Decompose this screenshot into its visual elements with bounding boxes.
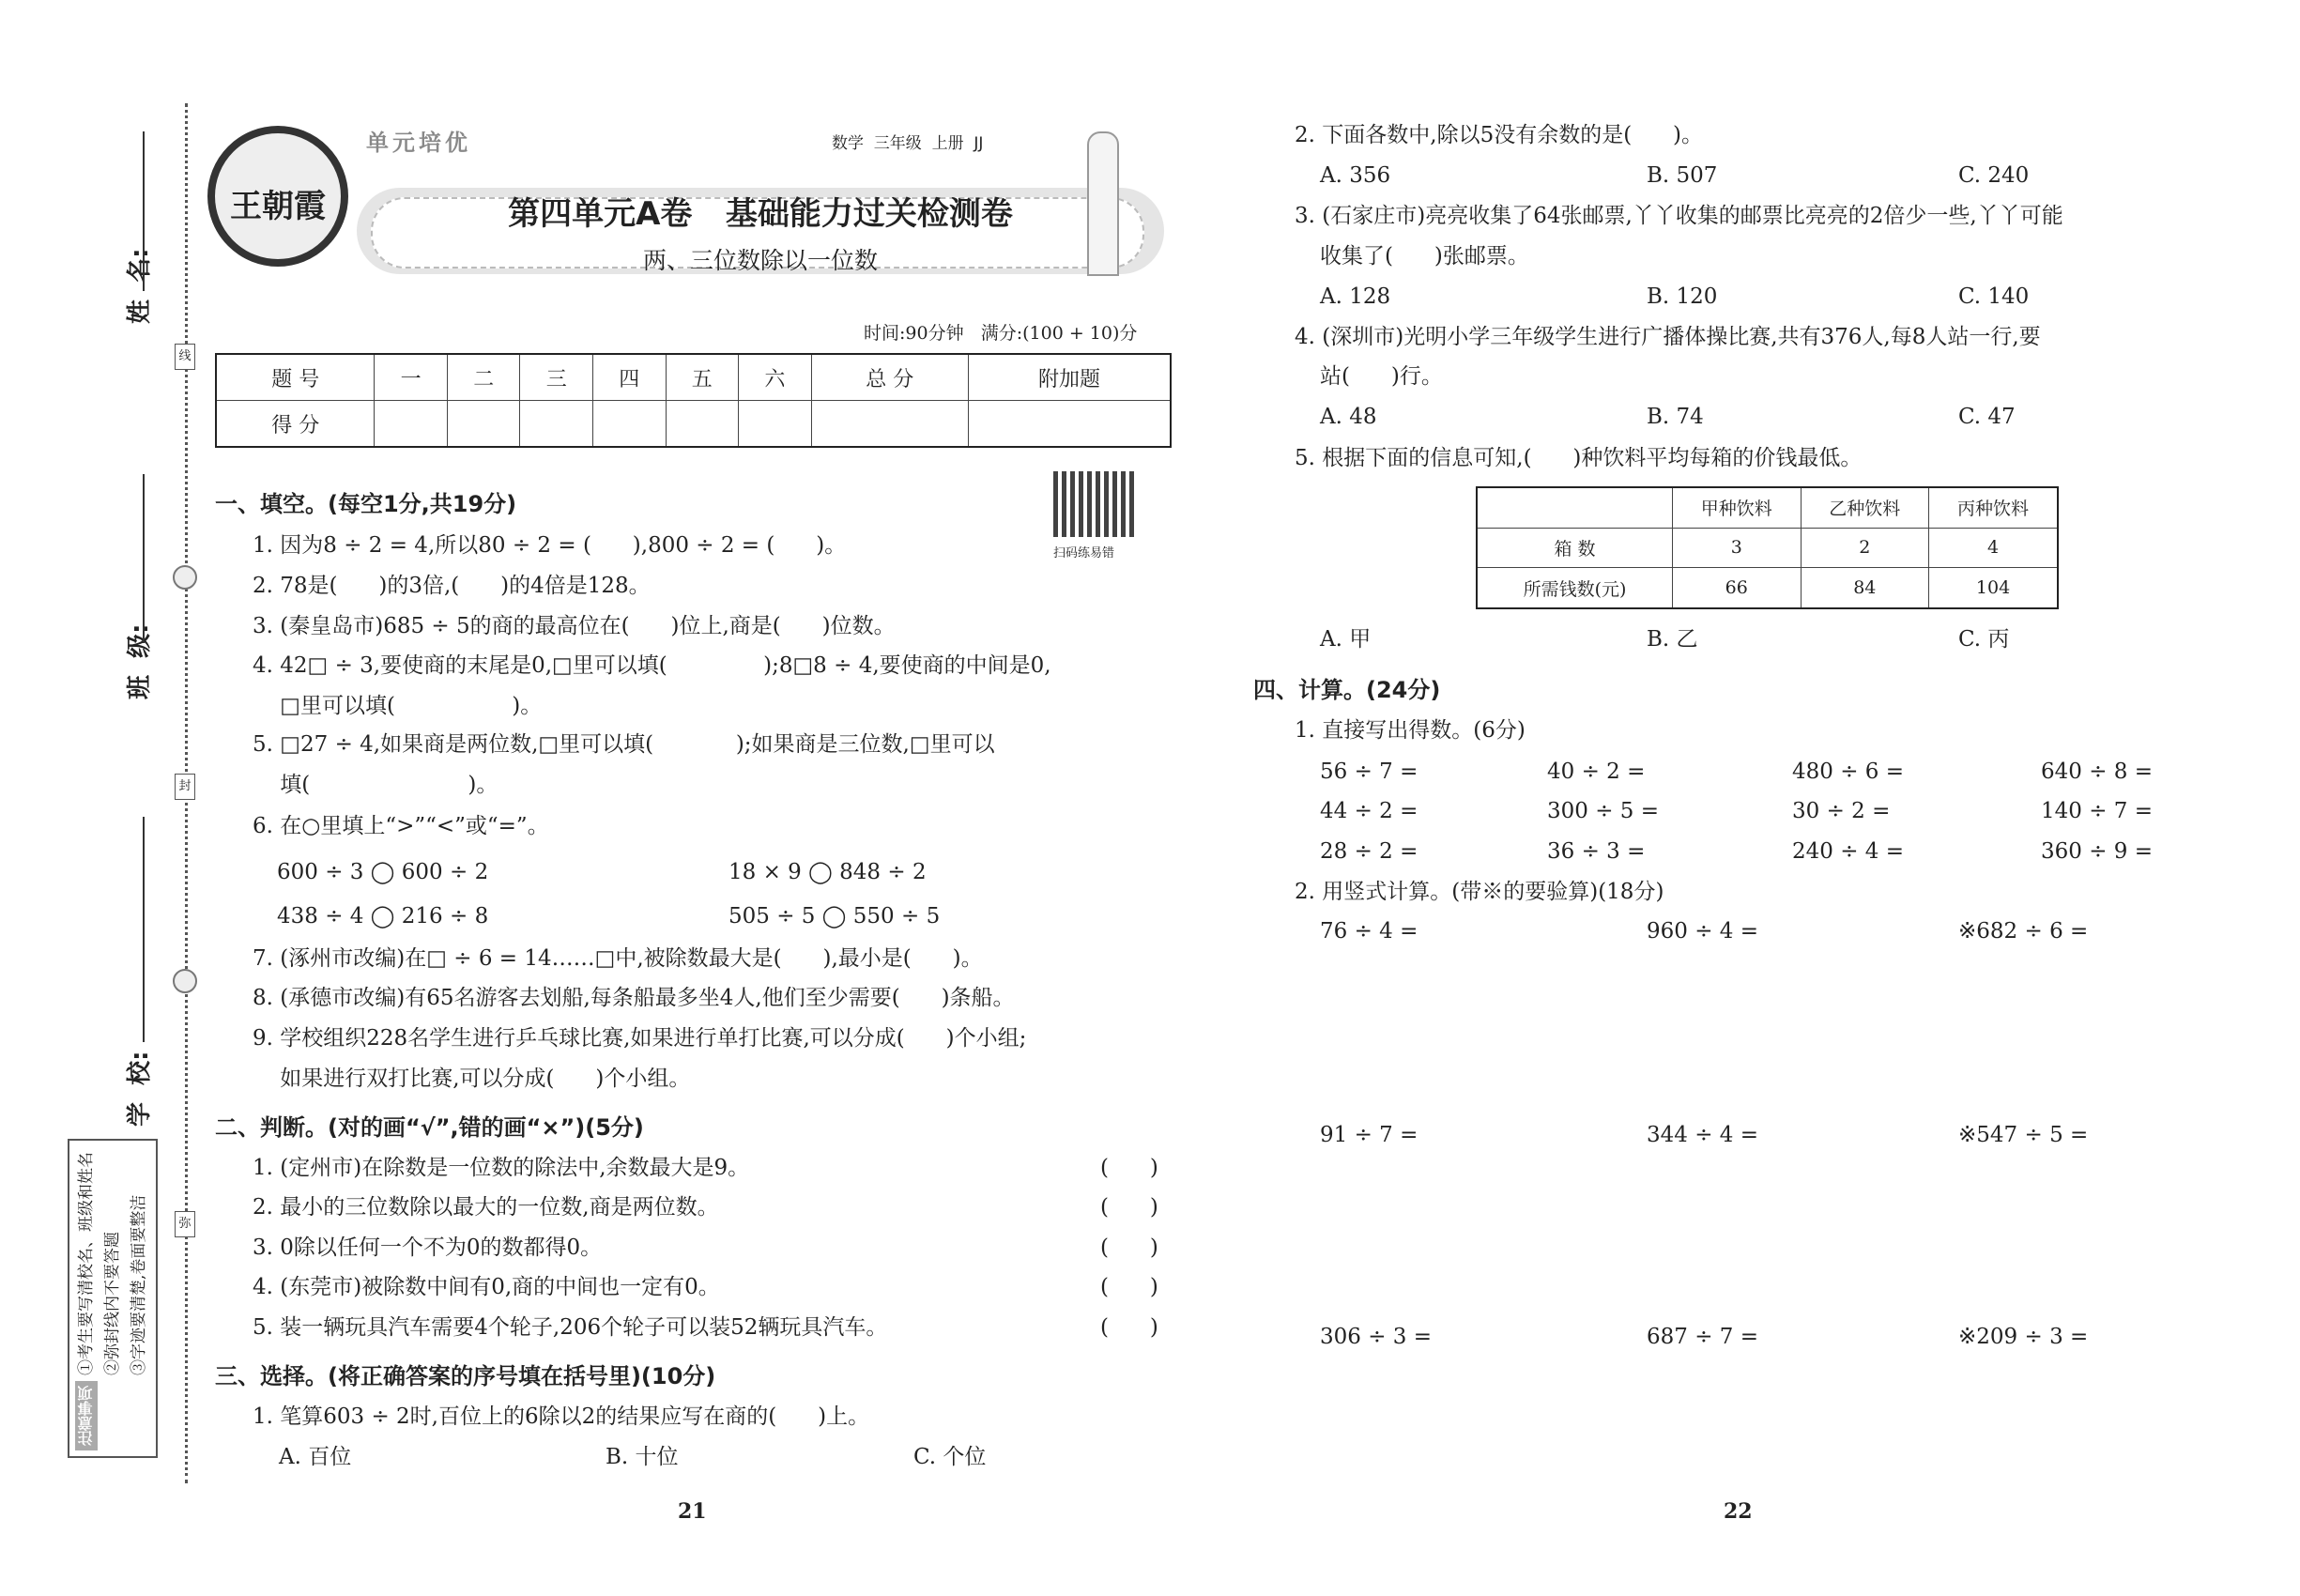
judge-item: 1. (定州市)在除数是一位数的除法中,余数最大是9。	[253, 1156, 750, 1180]
question: 2. 78是( )的3倍,( )的4倍是128。	[253, 574, 651, 598]
judge-item: 5. 装一辆玩具汽车需要4个轮子,206个轮子可以装52辆玩具汽车。	[253, 1315, 888, 1340]
question: 8. (承德市改编)有65名游客去划船,每条船最多坐4人,他们至少需要( )条船。	[253, 986, 1015, 1010]
binding-hole-icon	[173, 565, 197, 590]
table-row	[216, 401, 1171, 448]
name-field[interactable]	[143, 131, 145, 291]
score-table	[215, 353, 1172, 448]
section-title: 四、计算。(24分)	[1253, 677, 1441, 703]
score-cell[interactable]	[520, 401, 593, 448]
option: B. 120	[1647, 284, 1718, 309]
compare-item: 18 × 9 ◯ 848 ÷ 2	[728, 860, 927, 884]
table-cell: 所需钱数(元)	[1477, 568, 1673, 608]
table-row	[216, 354, 1171, 401]
oral-calc: 30 ÷ 2 =	[1792, 799, 1891, 823]
qr-code[interactable]	[1053, 471, 1134, 537]
option: A. 百位	[279, 1445, 352, 1469]
table-header	[1477, 487, 1673, 528]
lighthouse-icon	[1087, 131, 1119, 276]
table-cell: 箱 数	[1477, 528, 1673, 568]
vertical-calc: ※547 ÷ 5 =	[1958, 1123, 2089, 1147]
drink-table	[1476, 486, 2059, 609]
vertical-calc: 960 ÷ 4 =	[1647, 919, 1759, 944]
score-cell[interactable]	[739, 401, 812, 448]
table-header: 三	[520, 354, 593, 401]
vertical-calc: ※209 ÷ 3 =	[1958, 1325, 2089, 1349]
question: 填( )。	[253, 773, 498, 797]
oral-calc: 480 ÷ 6 =	[1792, 760, 1905, 784]
answer-paren[interactable]: ( )	[1100, 1315, 1158, 1340]
question-cont: 收集了( )张邮票。	[1320, 244, 1529, 269]
school-field[interactable]	[143, 817, 145, 1042]
table-header: 四	[593, 354, 667, 401]
question: 1. 因为8 ÷ 2 = 4,所以80 ÷ 2 = ( ),800 ÷ 2 = ( )。	[253, 533, 847, 558]
option: C. 240	[1958, 163, 2030, 188]
oral-calc: 640 ÷ 8 =	[2041, 760, 2154, 784]
oral-calc: 300 ÷ 5 =	[1547, 799, 1660, 823]
table-header: 甲种饮料	[1673, 487, 1802, 528]
page-number: 21	[678, 1499, 707, 1524]
question: □里可以填( )。	[253, 694, 543, 718]
question: 9. 学校组织228名学生进行乒乓球比赛,如果进行单打比赛,可以分成( )个小组;	[253, 1026, 1027, 1051]
answer-paren[interactable]: ( )	[1100, 1275, 1158, 1299]
subsection-title: 2. 用竖式计算。(带※的要验算)(18分)	[1295, 880, 1664, 904]
class-field[interactable]	[143, 474, 145, 643]
judge-item: 4. (东莞市)被除数中间有0,商的中间也一定有0。	[253, 1275, 720, 1299]
bind-mark: 封	[175, 774, 195, 800]
vertical-calc: 687 ÷ 7 =	[1647, 1325, 1759, 1349]
question: 2. 下面各数中,除以5没有余数的是( )。	[1295, 123, 1704, 147]
page-title: 第四单元A卷 基础能力过关检测卷	[508, 195, 1013, 233]
score-cell[interactable]	[593, 401, 667, 448]
vertical-calc: 306 ÷ 3 =	[1320, 1325, 1433, 1349]
notice-item: ②弥封线内不要答题	[103, 1232, 122, 1375]
qr-label: 扫码练易错	[1053, 546, 1115, 560]
option: B. 十位	[606, 1445, 679, 1469]
compare-item: 505 ÷ 5 ◯ 550 ÷ 5	[728, 904, 941, 928]
question: 1. 笔算603 ÷ 2时,百位上的6除以2的结果应写在商的( )上。	[253, 1404, 870, 1429]
oral-calc: 360 ÷ 9 =	[2041, 839, 2154, 864]
table-cell: 84	[1801, 568, 1929, 608]
answer-paren[interactable]: ( )	[1100, 1195, 1158, 1220]
vertical-calc: 91 ÷ 7 =	[1320, 1123, 1418, 1147]
option: A. 356	[1320, 163, 1391, 188]
section-title: 三、选择。(将正确答案的序号填在括号里)(10分)	[215, 1363, 716, 1389]
table-header: 题 号	[216, 354, 375, 401]
section-title: 二、判断。(对的画“√”,错的画“×”)(5分)	[215, 1114, 644, 1141]
option: A. 甲	[1320, 627, 1372, 652]
oral-calc: 28 ÷ 2 =	[1320, 839, 1418, 864]
name-label: 姓 名:	[126, 248, 154, 324]
oral-calc: 140 ÷ 7 =	[2041, 799, 2154, 823]
question: 6. 在○里填上“>”“<”或“=”。	[253, 814, 549, 838]
time-info: 时间:90分钟 满分:(100 + 10)分	[864, 323, 1138, 344]
page-number: 22	[1724, 1499, 1753, 1524]
option: A. 48	[1320, 405, 1377, 429]
score-cell[interactable]	[447, 401, 520, 448]
table-header: 二	[447, 354, 520, 401]
score-cell[interactable]	[666, 401, 739, 448]
binding-hole-icon	[173, 969, 197, 993]
book-meta: 数学 三年级 上册 JJ	[832, 134, 984, 153]
subsection-title: 1. 直接写出得数。(6分)	[1295, 718, 1526, 743]
option: C. 140	[1958, 284, 2030, 309]
option: C. 个位	[913, 1445, 987, 1469]
oral-calc: 36 ÷ 3 =	[1547, 839, 1646, 864]
option: C. 丙	[1958, 627, 2010, 652]
score-cell[interactable]	[811, 401, 968, 448]
notice-box	[68, 1139, 158, 1458]
notice-item: ①考生要写清校名、班级和姓名	[77, 1152, 96, 1375]
notice-tag: 注意事项	[75, 1381, 98, 1450]
question: 3. (石家庄市)亮亮收集了64张邮票,丫丫收集的邮票比亮亮的2倍少一些,丫丫可能	[1295, 204, 2063, 228]
oral-calc: 44 ÷ 2 =	[1320, 799, 1418, 823]
option: B. 乙	[1647, 627, 1698, 652]
compare-item: 600 ÷ 3 ◯ 600 ÷ 2	[277, 860, 489, 884]
oral-calc: 240 ÷ 4 =	[1792, 839, 1905, 864]
table-row	[1477, 528, 2058, 568]
section-title: 一、填空。(每空1分,共19分)	[215, 491, 517, 517]
table-header: 丙种饮料	[1929, 487, 2058, 528]
table-row	[1477, 568, 2058, 608]
vertical-calc: 344 ÷ 4 =	[1647, 1123, 1759, 1147]
table-header: 附加题	[968, 354, 1171, 401]
question: 3. (秦皇岛市)685 ÷ 5的商的最高位在( )位上,商是( )位数。	[253, 614, 896, 638]
table-cell: 4	[1929, 528, 2058, 568]
answer-paren[interactable]: ( )	[1100, 1156, 1158, 1180]
series-brand: 单元培优	[366, 130, 471, 156]
table-cell: 3	[1673, 528, 1802, 568]
question: 7. (涿州市改编)在□ ÷ 6 = 14……□中,被除数最大是( ),最小是( )。	[253, 946, 983, 971]
vertical-calc: ※682 ÷ 6 =	[1958, 919, 2089, 944]
question: 5. 根据下面的信息可知,( )种饮料平均每箱的价钱最低。	[1295, 446, 1863, 470]
judge-item: 2. 最小的三位数除以最大的一位数,商是两位数。	[253, 1195, 719, 1220]
option: B. 507	[1647, 163, 1718, 188]
table-cell: 104	[1929, 568, 2058, 608]
question: 如果进行双打比赛,可以分成( )个小组。	[253, 1067, 691, 1091]
publisher-logo: 王朝霞	[207, 126, 348, 267]
judge-item: 3. 0除以任何一个不为0的数都得0。	[253, 1235, 603, 1260]
table-header: 总 分	[811, 354, 968, 401]
question: 4. 42□ ÷ 3,要使商的末尾是0,□里可以填( );8□8 ÷ 4,要使商的中间是0,	[253, 653, 1051, 678]
page-subtitle: 两、三位数除以一位数	[642, 247, 878, 274]
vertical-calc: 76 ÷ 4 =	[1320, 919, 1418, 944]
table-header: 五	[666, 354, 739, 401]
table-cell: 2	[1801, 528, 1929, 568]
oral-calc: 56 ÷ 7 =	[1320, 760, 1418, 784]
question-cont: 站( )行。	[1320, 364, 1443, 389]
row-label: 得 分	[216, 401, 375, 448]
bind-mark: 弥	[175, 1211, 195, 1237]
compare-item: 438 ÷ 4 ◯ 216 ÷ 8	[277, 904, 489, 928]
option: A. 128	[1320, 284, 1391, 309]
class-label: 班 级:	[126, 623, 154, 699]
option: C. 47	[1958, 405, 2016, 429]
school-label: 学 校:	[126, 1051, 154, 1127]
notice-item: ③字迹要清楚,卷面要整洁	[130, 1194, 148, 1375]
oral-calc: 40 ÷ 2 =	[1547, 760, 1646, 784]
table-header: 一	[375, 354, 448, 401]
bind-mark: 线	[175, 344, 195, 370]
table-header: 六	[739, 354, 812, 401]
question: 5. □27 ÷ 4,如果商是两位数,□里可以填( );如果商是三位数,□里可以	[253, 732, 995, 757]
score-cell[interactable]	[968, 401, 1171, 448]
table-row	[1477, 487, 2058, 528]
question: 4. (深圳市)光明小学三年级学生进行广播体操比赛,共有376人,每8人站一行,要	[1295, 325, 2041, 349]
option: B. 74	[1647, 405, 1704, 429]
table-cell: 66	[1673, 568, 1802, 608]
score-cell[interactable]	[375, 401, 448, 448]
answer-paren[interactable]: ( )	[1100, 1235, 1158, 1260]
table-header: 乙种饮料	[1801, 487, 1929, 528]
